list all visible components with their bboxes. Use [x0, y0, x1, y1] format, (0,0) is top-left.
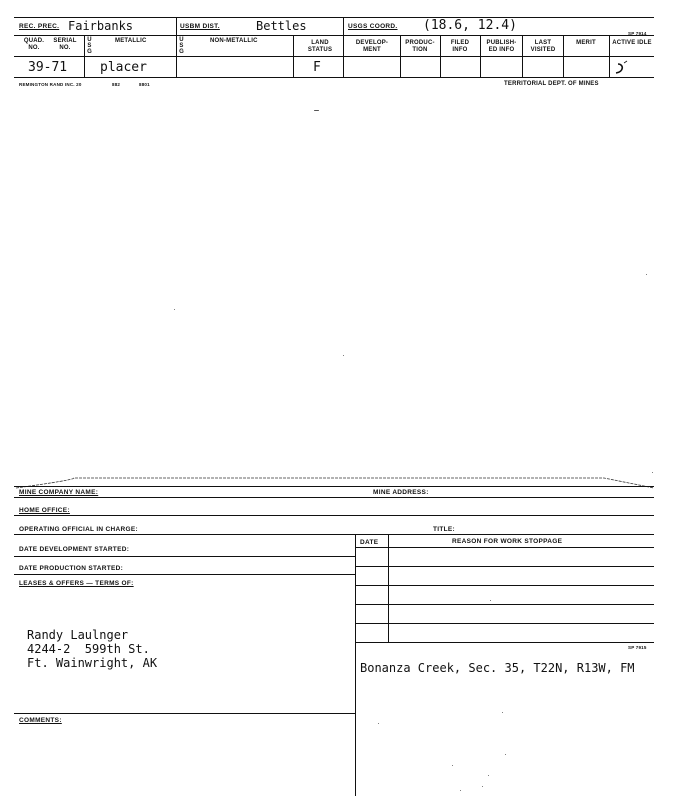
operating-official-label: OPERATING OFFICIAL IN CHARGE: [19, 526, 138, 533]
form-curve-edge [14, 472, 656, 492]
form-number-top: SP 7914 [628, 31, 647, 36]
table-row-line [355, 642, 654, 643]
speck [502, 712, 503, 713]
col-merit: MERIT [576, 40, 596, 46]
speck [646, 274, 647, 275]
speck [482, 786, 483, 787]
speck [378, 723, 379, 724]
rule [14, 486, 654, 487]
location-description: Bonanza Creek, Sec. 35, T22N, R13W, FM [360, 661, 635, 675]
col-serial-no: SERIAL NO. [53, 38, 77, 51]
col-usgs-right: U S G [179, 37, 184, 55]
speck [314, 110, 319, 111]
speck [343, 355, 344, 356]
column-header-divider [14, 56, 654, 57]
col-sep [522, 35, 523, 77]
col-non-metallic: NON-METALLIC [210, 38, 258, 44]
speck [452, 765, 453, 766]
printer-code-2: 8801 [139, 82, 150, 87]
reason-col-header: REASON FOR WORK STOPPAGE [452, 538, 563, 545]
table-row-line [355, 604, 654, 605]
record-land-status: F [313, 60, 321, 75]
idle-mark-icon [612, 60, 632, 76]
table-row-line [355, 623, 654, 624]
dev-started-label: DATE DEVELOPMENT STARTED: [19, 546, 130, 553]
header-divider [14, 35, 654, 36]
col-sep [176, 17, 177, 77]
record-serial: 39-71 [28, 60, 68, 75]
col-metallic: METALLIC [115, 38, 147, 44]
title-label: TITLE: [433, 526, 456, 533]
home-office-label: HOME OFFICE: [19, 507, 70, 514]
record-bottom [14, 77, 654, 78]
col-quad-no: QUAD. NO. [23, 38, 45, 51]
printer-code-1: 882 [112, 82, 121, 87]
col-land-status: LAND STATUS [307, 40, 333, 53]
col-sep [609, 35, 610, 77]
usbm-dist-value: Bettles [256, 19, 307, 33]
speck [460, 790, 461, 791]
table-row-line [355, 547, 654, 548]
col-sep [84, 35, 85, 77]
col-development: DEVELOP-MENT [355, 40, 389, 53]
lessee-name: Randy Laulnger [27, 628, 129, 642]
top-border [14, 17, 654, 18]
date-col-header: DATE [360, 539, 379, 546]
col-sep [440, 35, 441, 77]
table-row-line [355, 585, 654, 586]
speck [490, 600, 491, 601]
agency-imprint: TERRITORIAL DEPT. OF MINES [504, 81, 599, 87]
rule [14, 534, 654, 535]
col-sep [400, 35, 401, 77]
usgs-coord-value: (18.6, 12.4) [423, 18, 517, 33]
mine-company-label: MINE COMPANY NAME: [19, 489, 99, 496]
rule [14, 556, 355, 557]
col-sep [293, 35, 294, 77]
rule [14, 515, 654, 516]
speck [505, 754, 506, 755]
rec-prec-label: REC. PREC. [19, 23, 60, 30]
col-filed-info: FILED INFO [450, 40, 470, 53]
col-usgs-left: U S G [87, 37, 92, 55]
leases-label: LEASES & OFFERS — TERMS OF: [19, 580, 134, 587]
record-metallic: placer [100, 60, 147, 75]
date-col-divider [388, 534, 389, 642]
rule [14, 574, 355, 575]
form-number-bottom: SP 7915 [628, 645, 647, 650]
rec-prec-value: Fairbanks [68, 19, 134, 33]
speck [174, 309, 175, 310]
prod-started-label: DATE PRODUCTION STARTED: [19, 565, 124, 572]
rule [14, 713, 355, 714]
mine-address-label: MINE ADDRESS: [373, 489, 429, 496]
col-production: PRODUC-TION [405, 40, 435, 53]
col-published-info: PUBLISH-ED INFO [486, 40, 517, 53]
col-sep [480, 35, 481, 77]
col-sep [343, 17, 344, 77]
lessee-city: Ft. Wainwright, AK [27, 656, 158, 670]
form-center-divider [355, 534, 356, 796]
col-last-visited: LAST VISITED [530, 40, 556, 53]
usgs-coord-label: USGS COORD. [348, 23, 398, 30]
lessee-street: 4244-2 599th St. [27, 642, 150, 656]
comments-label: COMMENTS: [19, 717, 62, 724]
col-sep [563, 35, 564, 77]
table-row-line [355, 566, 654, 567]
col-active-idle: ACTIVE IDLE [612, 40, 652, 46]
speck [488, 775, 489, 776]
usbm-dist-label: USBM DIST. [180, 23, 220, 30]
printer-imprint: REMINGTON RAND INC. 20 [19, 82, 82, 87]
rule [14, 497, 654, 498]
